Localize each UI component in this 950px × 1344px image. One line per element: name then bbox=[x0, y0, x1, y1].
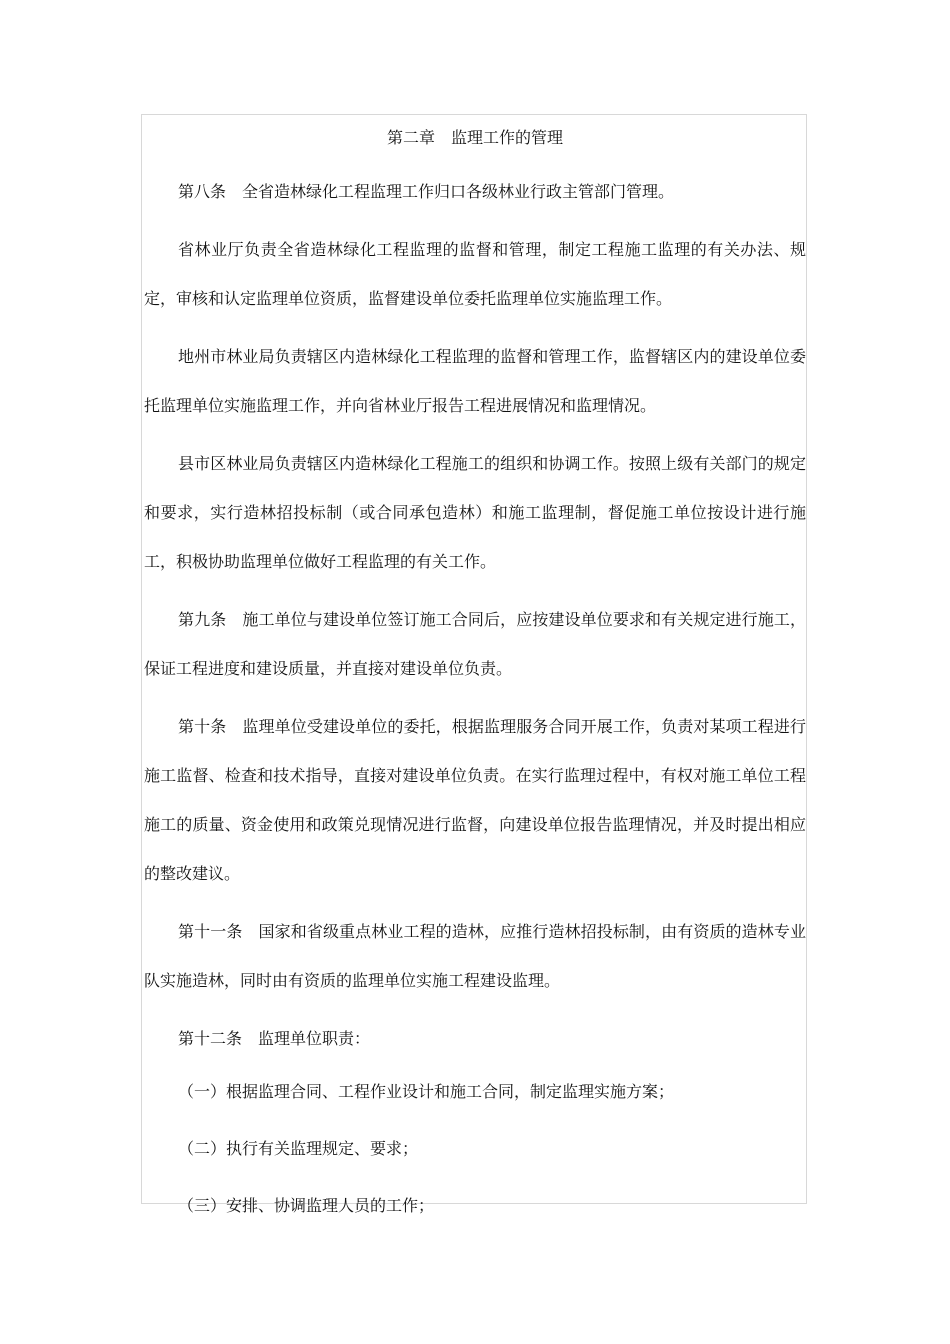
list-item: （二）执行有关监理规定、要求； bbox=[178, 1139, 419, 1158]
article-8-para-3 bbox=[144, 332, 806, 430]
article-text: 县市区林业局负责辖区内造林绿化工程施工的组织和协调工作。按照上级有关部门的规定和要求，实行造林招投标制（或合同承包造林）和施工监理制，督促施工单位按设计进行施工，积极协助监理单位做好工程监理的有关工作。 bbox=[144, 454, 806, 571]
document-body bbox=[144, 118, 806, 1243]
article-text: 施工单位与建设单位签订施工合同后，应按建设单位要求和有关规定进行施工，保证工程进度和建设质量，并直接对建设单位负责。 bbox=[144, 610, 806, 678]
article-8 bbox=[144, 167, 806, 216]
article-8-para-2 bbox=[144, 225, 806, 323]
article-text: 地州市林业局负责辖区内造林绿化工程监理的监督和管理工作，监督辖区内的建设单位委托监理单位实施监理工作，并向省林业厅报告工程进展情况和监理情况。 bbox=[144, 347, 806, 415]
list-item: （三）安排、协调监理人员的工作； bbox=[178, 1196, 435, 1215]
article-text: 监理单位受建设单位的委托，根据监理服务合同开展工作，负责对某项工程进行施工监督、检查和技术指导，直接对建设单位负责。在实行监理过程中，有权对施工单位工程施工的质量、资金使用和政策兑现情况进行监督，向建设单位报告监理情况，并及时提出相应的整改建议。 bbox=[144, 717, 806, 883]
article-number: 第八条 bbox=[178, 182, 243, 201]
chapter-title: 第二章 监理工作的管理 bbox=[386, 128, 563, 147]
article-10 bbox=[144, 702, 806, 898]
article-text: 全省造林绿化工程监理工作归口各级林业行政主管部门管理。 bbox=[242, 182, 675, 201]
article-text: 监理单位职责： bbox=[258, 1029, 371, 1048]
article-number: 第十一条 bbox=[178, 922, 259, 941]
article-number: 第十条 bbox=[178, 717, 243, 736]
article-number: 第十二条 bbox=[178, 1029, 259, 1048]
article-11 bbox=[144, 907, 806, 1005]
article-9 bbox=[144, 595, 806, 693]
article-8-para-4 bbox=[144, 439, 806, 586]
list-item: （一）根据监理合同、工程作业设计和施工合同，制定监理实施方案； bbox=[178, 1082, 675, 1101]
article-text: 省林业厅负责全省造林绿化工程监理的监督和管理，制定工程施工监理的有关办法、规定，审核和认定监理单位资质，监督建设单位委托监理单位实施监理工作。 bbox=[144, 240, 806, 308]
article-text: 国家和省级重点林业工程的造林，应推行造林招投标制，由有资质的造林专业队实施造林，同时由有资质的监理单位实施工程建设监理。 bbox=[144, 922, 806, 990]
article-number: 第九条 bbox=[178, 610, 243, 629]
article-12 bbox=[144, 1014, 806, 1063]
